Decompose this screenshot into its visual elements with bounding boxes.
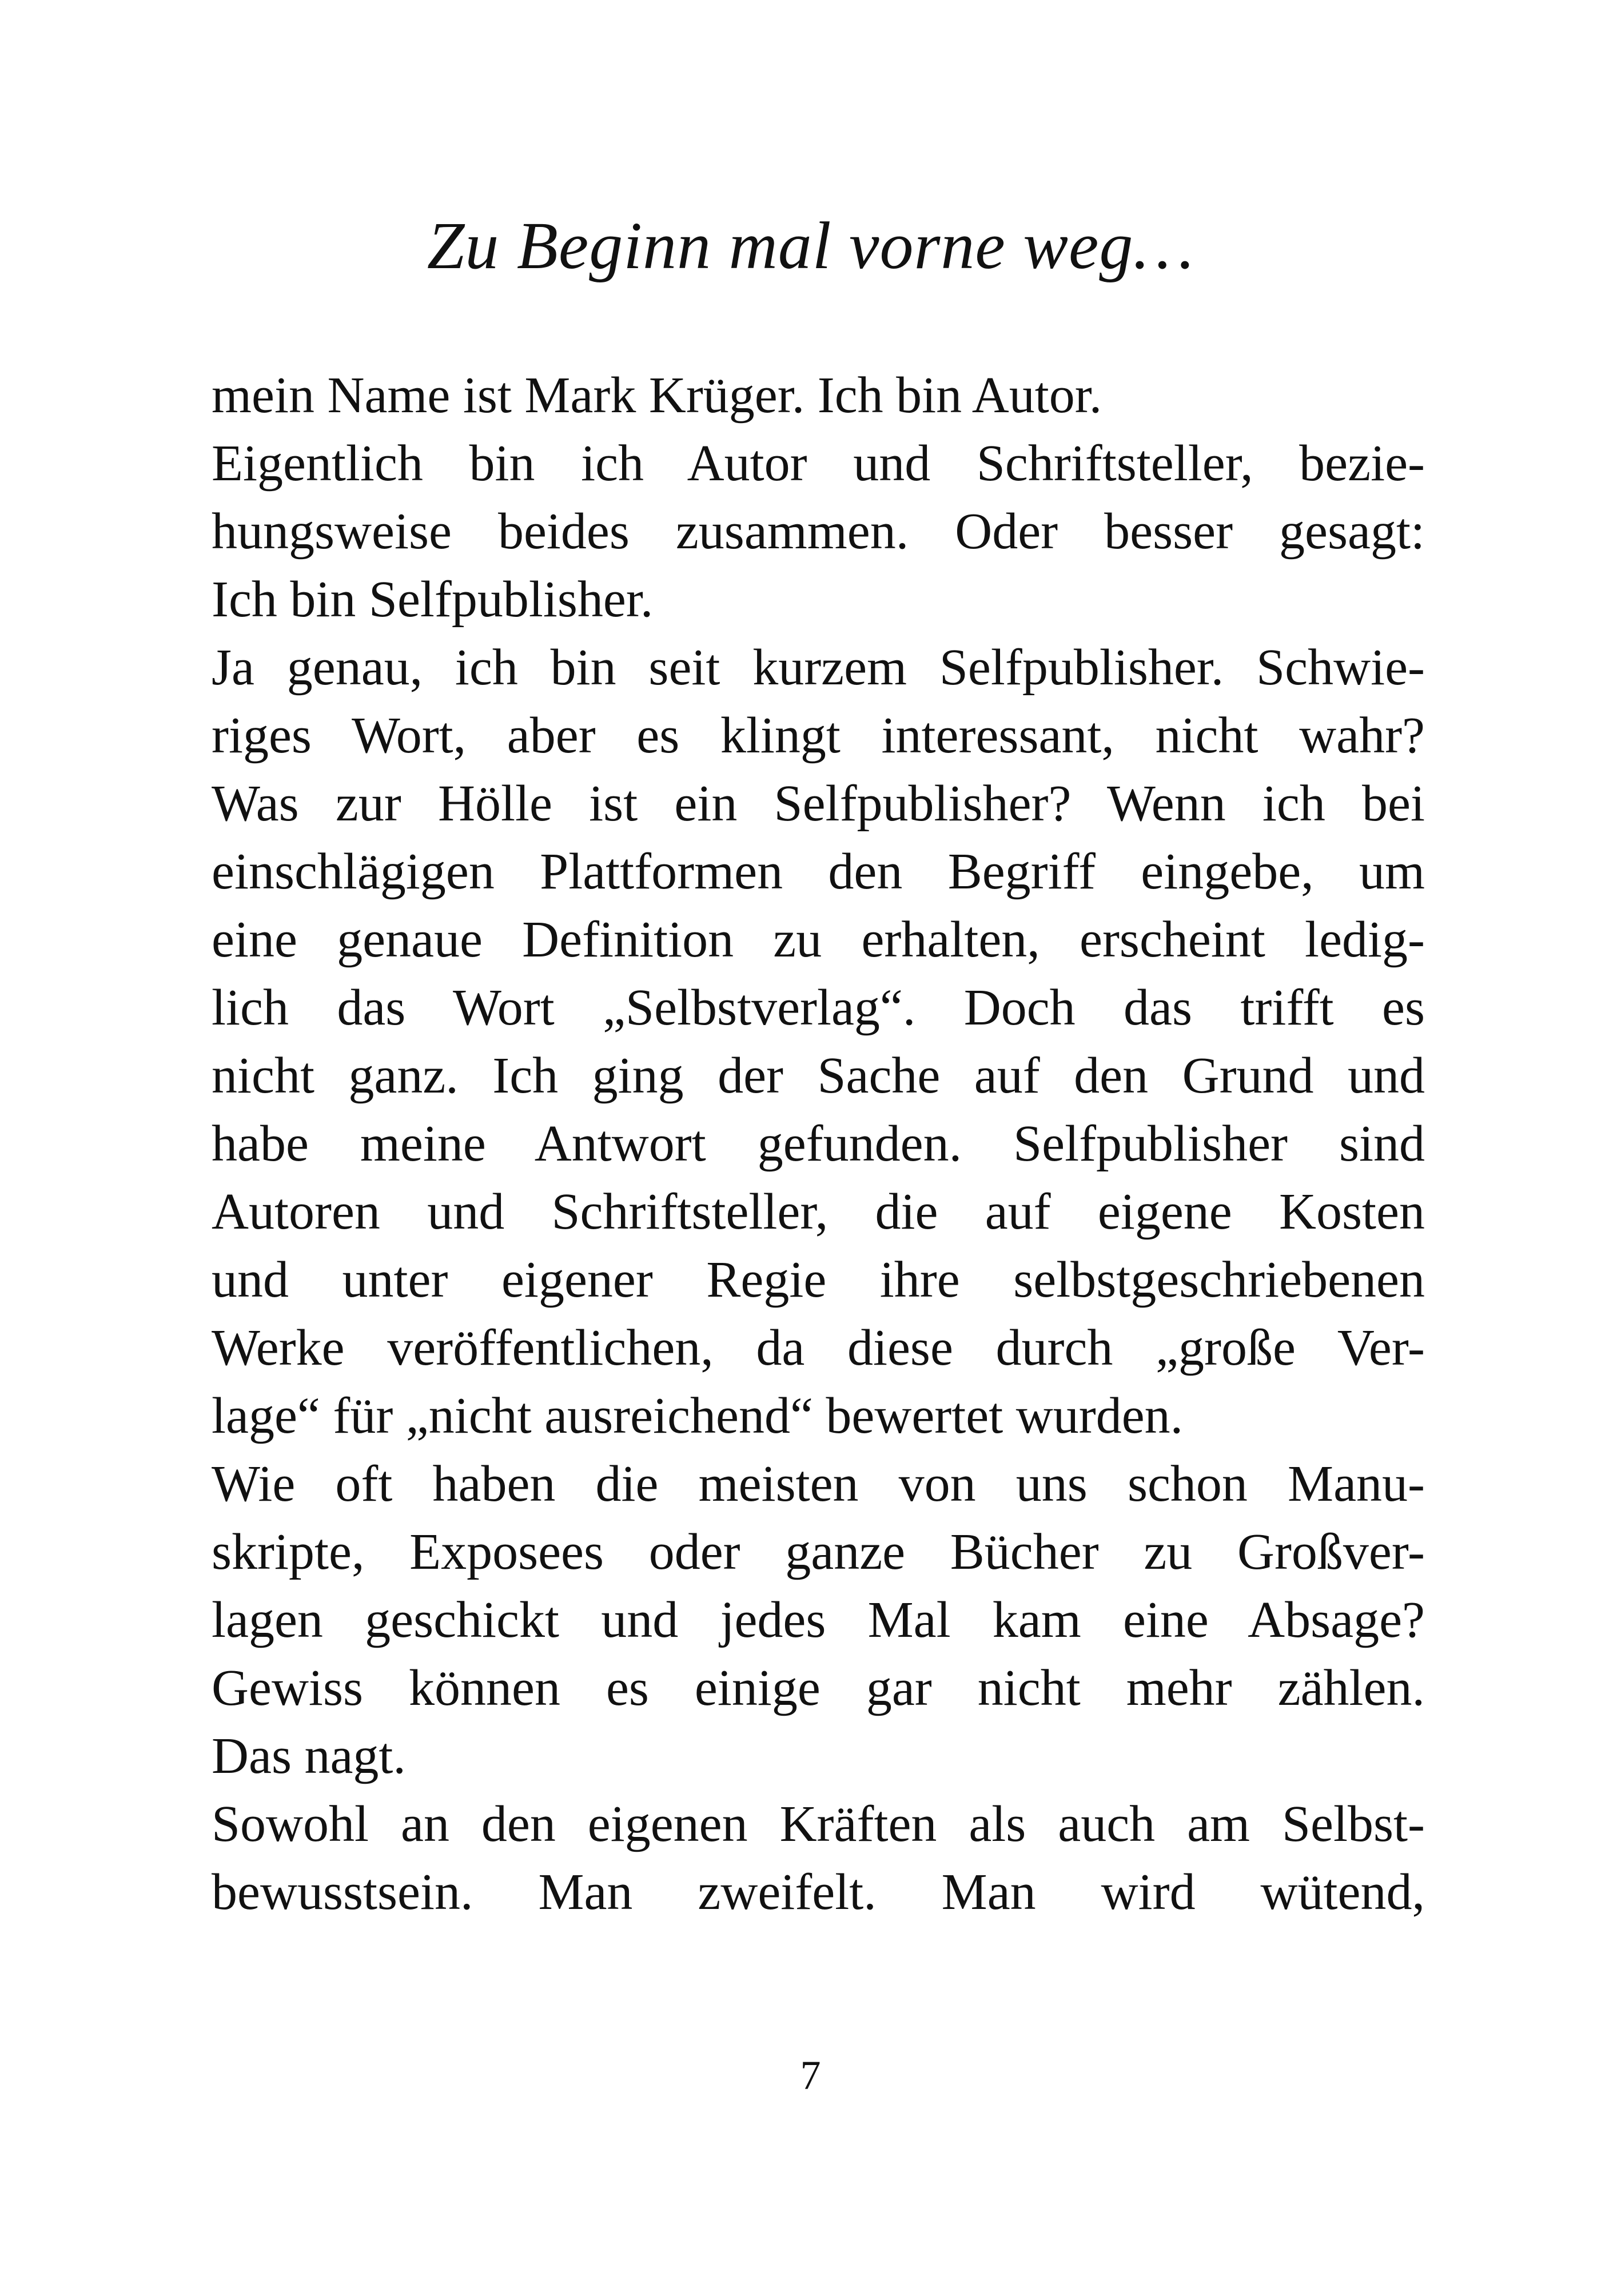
text-line: habe meine Antwort gefunden. Selfpublisher sind — [212, 1115, 1425, 1172]
text-line: Ja genau, ich bin seit kurzem Selfpublisher. Schwie- — [212, 639, 1425, 696]
text-line: Sowohl an den eigenen Kräften als auch am Selbst- — [212, 1796, 1425, 1852]
text-line: lich das Wort „Selbstverlag“. Doch das trifft es — [212, 979, 1425, 1036]
text-line: Was zur Hölle ist ein Selfpublisher? Wenn ich bei — [212, 775, 1425, 832]
text-line: Werke veröffentlichen, da diese durch „große Ver- — [212, 1320, 1425, 1376]
text-line: Gewiss können es einige gar nicht mehr zählen. — [212, 1660, 1425, 1716]
text-line: und unter eigener Regie ihre selbstgeschriebenen — [212, 1251, 1425, 1308]
text-line: Das nagt. — [212, 1728, 406, 1784]
text-line: lage“ für „nicht ausreichend“ bewertet wurden. — [212, 1388, 1184, 1444]
text-line: skripte, Exposees oder ganze Bücher zu Großver- — [212, 1524, 1425, 1580]
text-line: bewusstsein. Man zweifelt. Man wird wütend, — [212, 1864, 1425, 1920]
text-line: riges Wort, aber es klingt interessant, nicht wahr? — [212, 707, 1425, 764]
body-text — [212, 361, 1425, 1926]
text-line: mein Name ist Mark Krüger. Ich bin Autor. — [212, 367, 1102, 424]
text-line: Autoren und Schriftsteller, die auf eigene Kosten — [212, 1183, 1425, 1240]
text-line: Eigentlich bin ich Autor und Schriftsteller, bezie- — [212, 435, 1425, 492]
text-line: nicht ganz. Ich ging der Sache auf den Grund und — [212, 1047, 1425, 1104]
text-line: lagen geschickt und jedes Mal kam eine Absage? — [212, 1592, 1425, 1648]
text-line: Wie oft haben die meisten von uns schon Manu- — [212, 1456, 1425, 1512]
text-line: Ich bin Selfpublisher. — [212, 571, 654, 628]
chapter-title: Zu Beginn mal vorne weg… — [427, 208, 1194, 283]
text-line: hungsweise beides zusammen. Oder besser gesagt: — [212, 503, 1425, 560]
page-number: 7 — [800, 2052, 821, 2098]
text-line: einschlägigen Plattformen den Begriff eingebe, um — [212, 843, 1425, 900]
text-line: eine genaue Definition zu erhalten, erscheint ledig- — [212, 911, 1425, 968]
